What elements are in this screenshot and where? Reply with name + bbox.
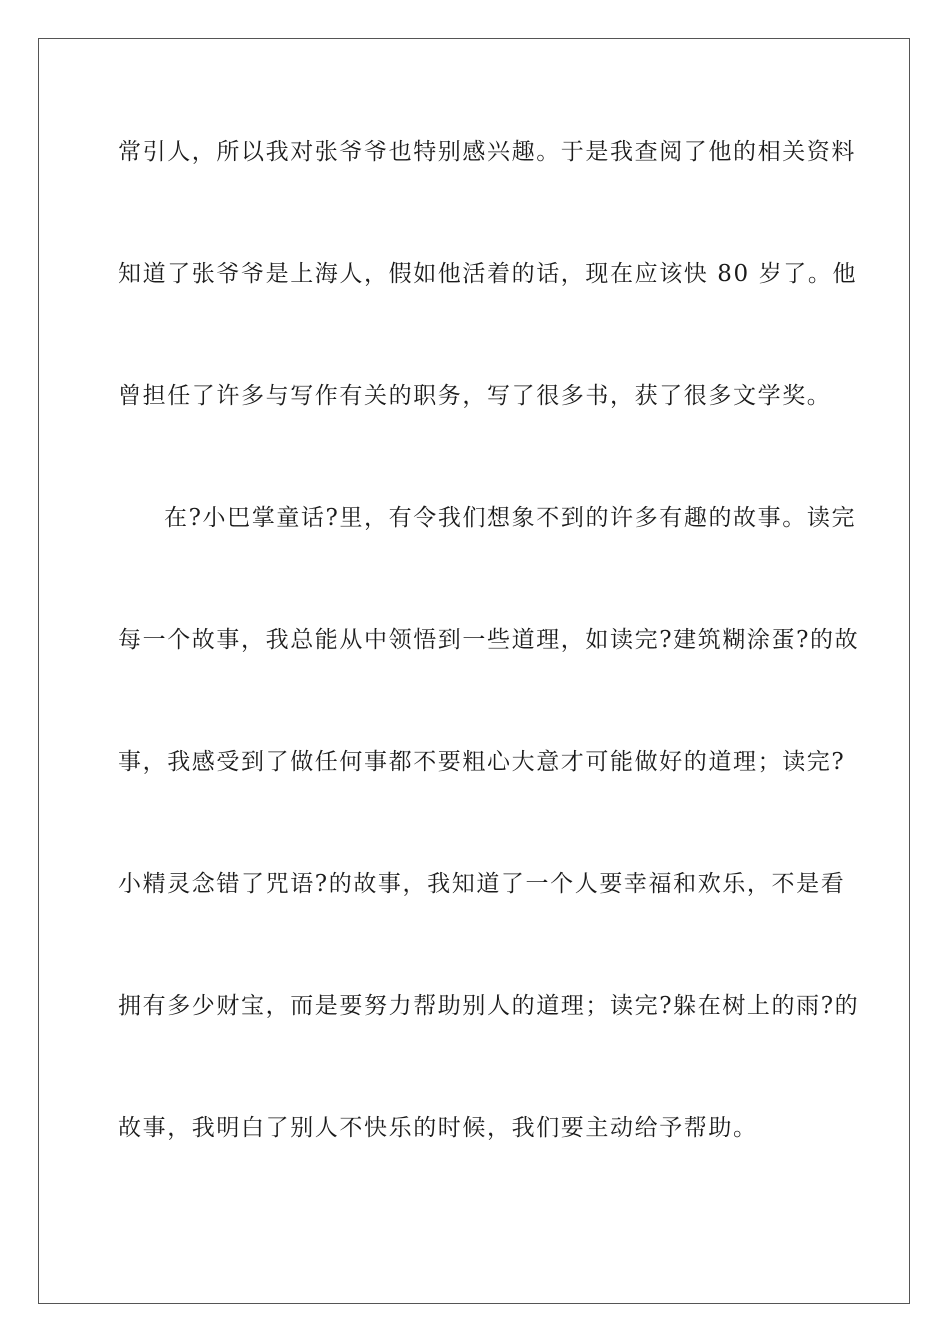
paragraph-line: 小精灵念错了咒语?的故事，我知道了一个人要幸福和欢乐，不是看 <box>118 871 846 897</box>
paragraph-line: 每一个故事，我总能从中领悟到一些道理，如读完?建筑糊涂蛋?的故 <box>118 627 860 653</box>
paragraph-line: 故事，我明白了别人不快乐的时候，我们要主动给予帮助。 <box>118 1115 758 1141</box>
paragraph-line: 在?小巴掌童话?里，有令我们想象不到的许多有趣的故事。读完 <box>164 505 857 531</box>
paragraph-line: 事，我感受到了做任何事都不要粗心大意才可能做好的道理；读完? <box>118 749 846 775</box>
paragraph-line: 曾担任了许多与写作有关的职务，写了很多书，获了很多文学奖。 <box>118 383 832 409</box>
paragraph-line: 知道了张爷爷是上海人，假如他活着的话，现在应该快 80 岁了。他 <box>118 261 858 287</box>
paragraph-line: 拥有多少财宝，而是要努力帮助别人的道理；读完?躲在树上的雨?的 <box>118 993 860 1019</box>
paragraph-line: 常引人，所以我对张爷爷也特别感兴趣。于是我查阅了他的相关资料 <box>118 139 856 165</box>
